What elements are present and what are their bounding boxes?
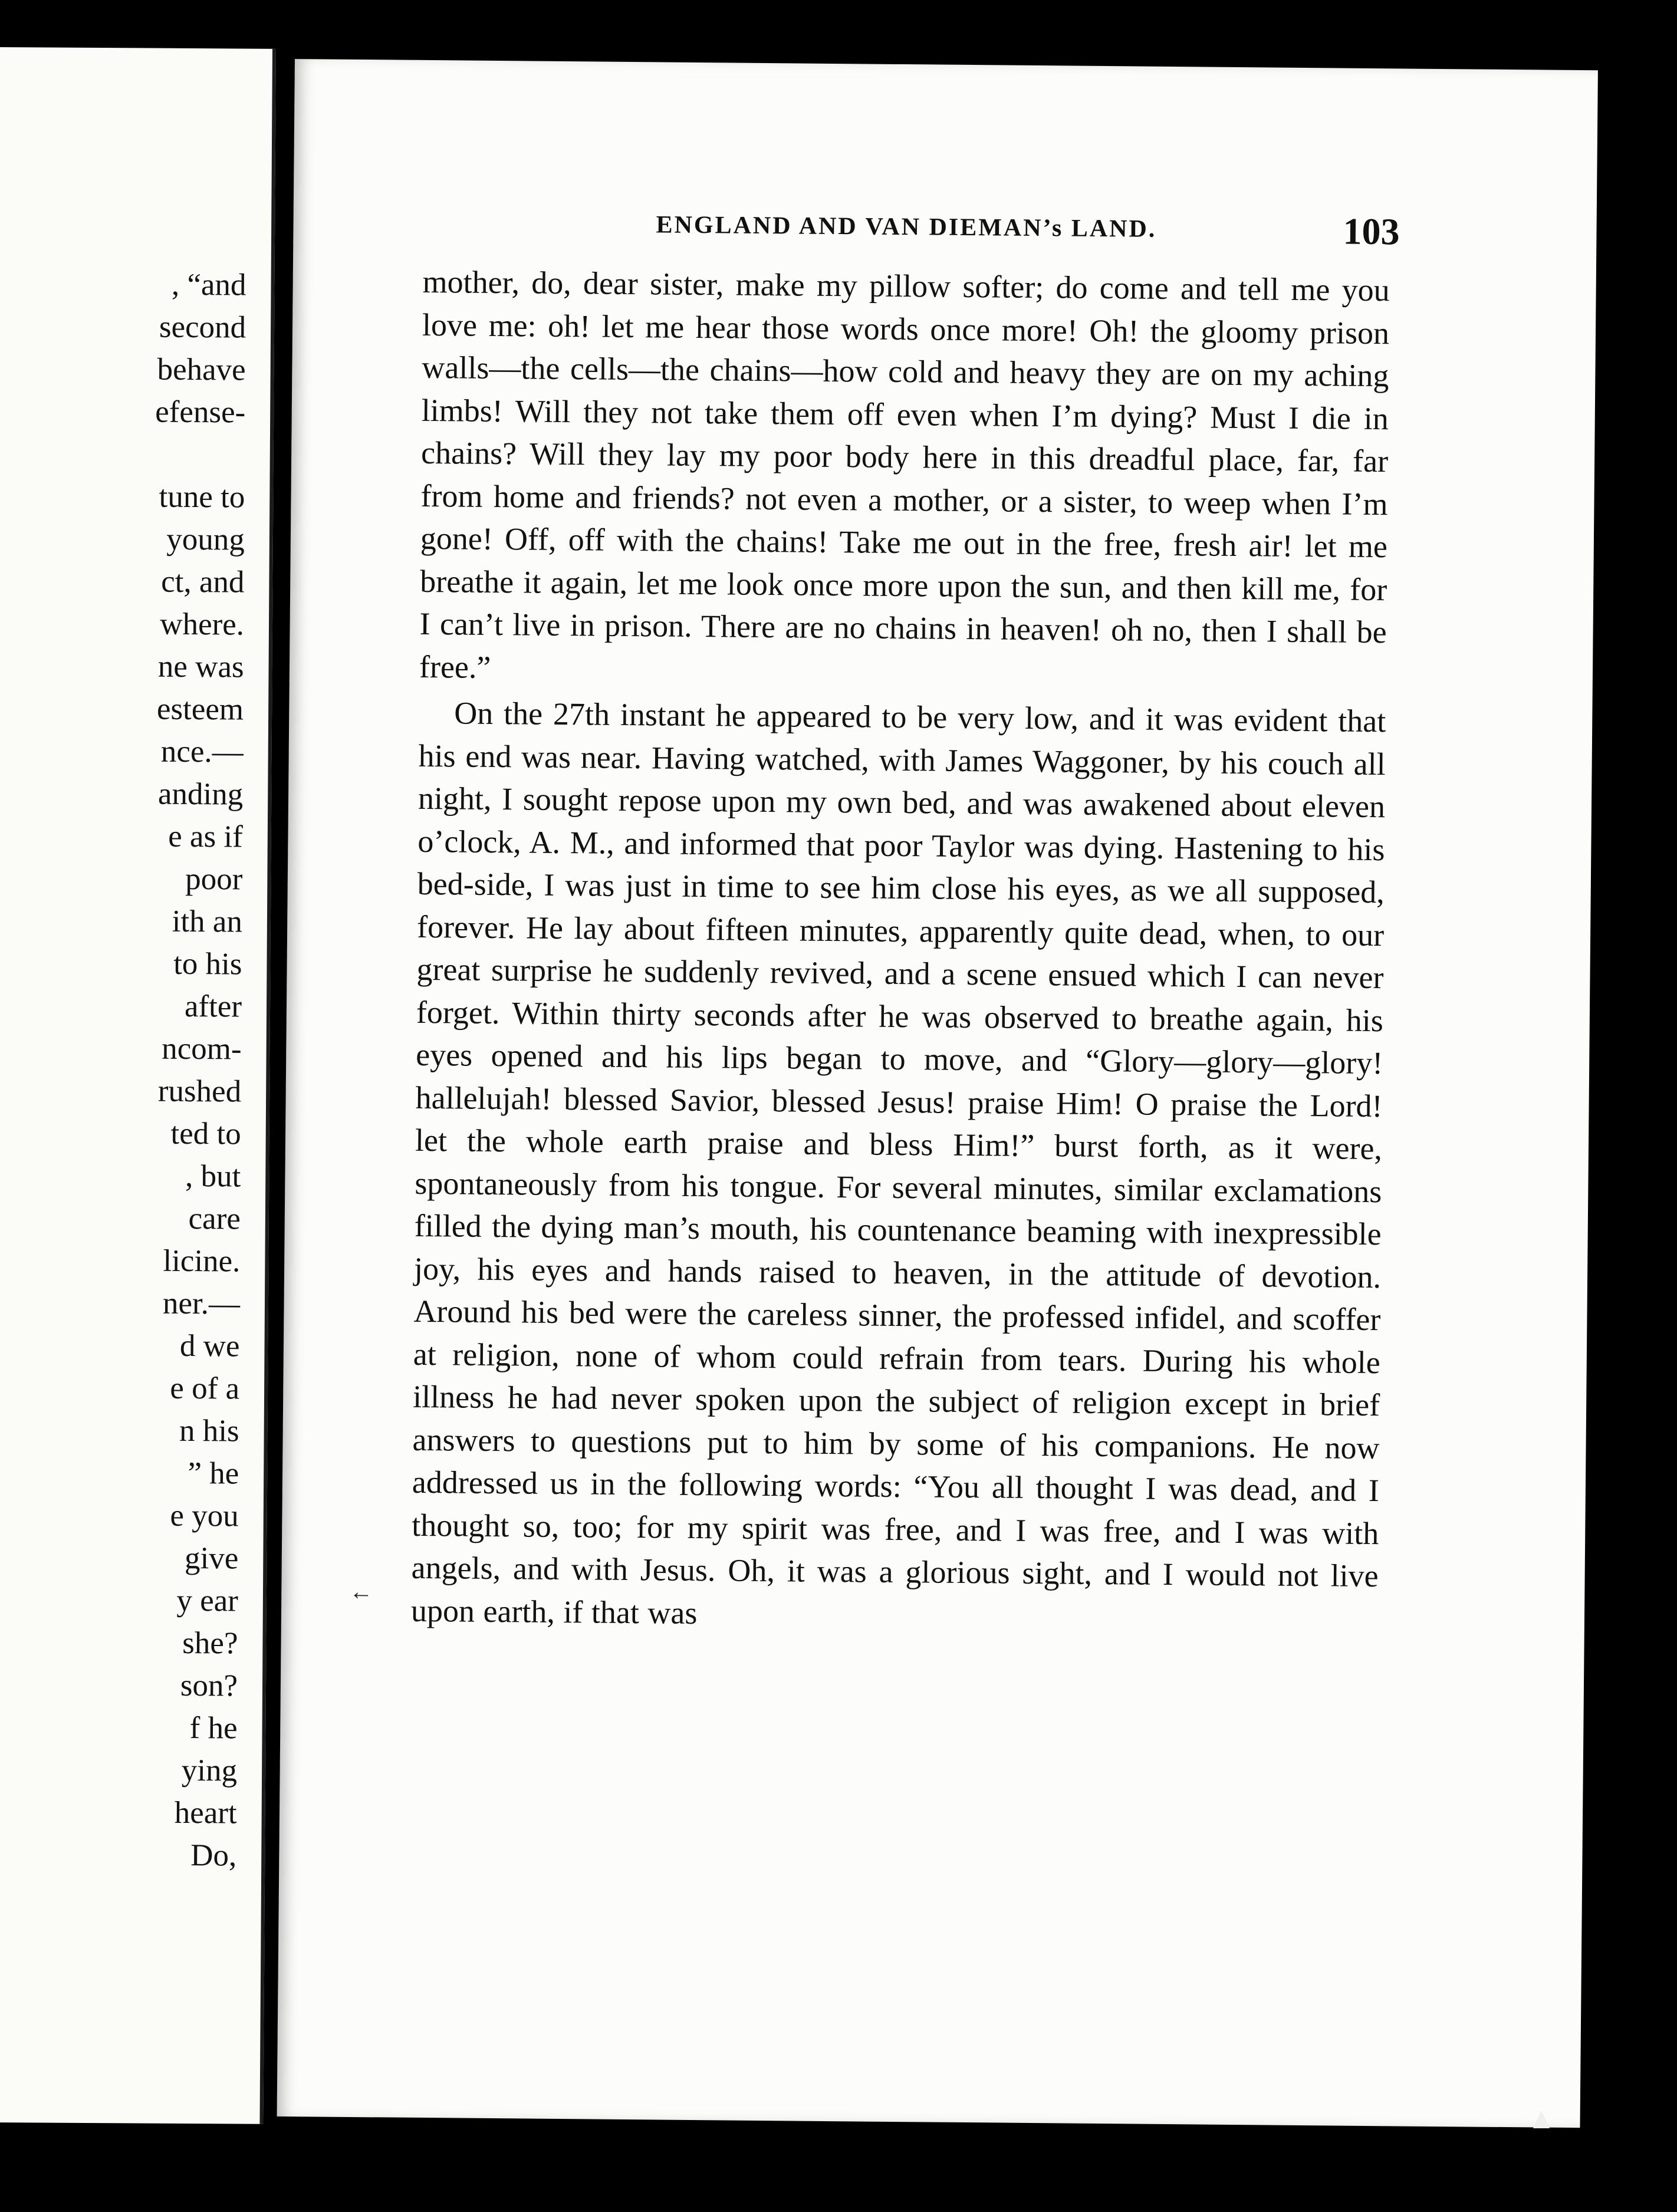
left-page bbox=[0, 47, 276, 2124]
paragraph-1: mother, do, dear sister, make my pillow softer; do come and tell me you love me: oh! let me hear those words once more! Oh! the gloomy prison walls—the cells—the chains—how cold and heavy they are on my aching limbs! Will they not take them off even when I’m dying? Must I die in chains? Will they lay my poor body here in this dreadful place, far, far from home and friends? not even a mother, or a sister, to weep when I’m gone! Off, off with the chains! Take me out in the free, fresh air! let me breathe it again, let me look once more upon the sun, and then kill me, for I can’t live in prison. There are no chains in heaven! oh no, then I shall be free.” bbox=[419, 264, 1390, 685]
left-page-line: ne was bbox=[157, 649, 244, 684]
left-page-line: behave bbox=[157, 352, 246, 387]
left-page-line: licine. bbox=[163, 1243, 241, 1279]
left-page-line: efense- bbox=[155, 394, 246, 430]
right-page bbox=[277, 59, 1598, 2128]
left-page-line: ted to bbox=[170, 1116, 241, 1151]
left-page-line: , “and bbox=[171, 267, 246, 302]
page-body bbox=[411, 261, 1390, 1640]
left-page-line: heart bbox=[174, 1795, 237, 1831]
left-page-line: give bbox=[184, 1540, 239, 1576]
left-page-text bbox=[0, 47, 272, 1873]
left-page-line: nce.— bbox=[160, 734, 244, 769]
left-page-line: ith an bbox=[172, 904, 243, 939]
left-page-line: e you bbox=[170, 1498, 239, 1533]
left-page-line: ncom- bbox=[162, 1031, 242, 1066]
left-page-line: Do, bbox=[190, 1838, 237, 1873]
corner-mark bbox=[1533, 2111, 1550, 2128]
left-page-line: where. bbox=[160, 607, 245, 642]
margin-mark: ← bbox=[349, 1578, 373, 1605]
left-page-line: e of a bbox=[170, 1371, 240, 1406]
running-head: ENGLAND AND VAN DIEMAN’s LAND. bbox=[656, 211, 1157, 243]
left-page-line: ct, and bbox=[161, 564, 245, 600]
left-page-line: ner.— bbox=[162, 1286, 241, 1321]
left-page-line: anding bbox=[157, 776, 244, 812]
left-page-line: d we bbox=[179, 1328, 240, 1364]
left-page-line: young bbox=[166, 522, 245, 557]
left-page-line: to his bbox=[173, 946, 242, 982]
paragraph-2: On the 27th instant he appeared to be very low, and it was evident that his end was near. Having watched, with James Waggoner, by his couch all night, I sought repose upon my own bed, and was awakened about eleven o’clock, A. M., and informed that poor Taylor was dying. Hastening to his bed-side, I was just in time to see him close his eyes, as we all supposed, forever. He lay about fifteen minutes, apparently quite dead, when, to our great surprise he suddenly revived, and a scene ensued which I can never forget. Within thirty seconds after he was observed to breathe again, his eyes opened and his lips began to move, and “Glory—glory—glory! hallelujah! blessed Savior, blessed Jesus! praise Him! O praise the Lord! let the whole earth praise and bless Him!” burst forth, as it were, spontaneously from his tongue. For several minutes, similar exclamations filled the dying man’s mouth, his countenance beaming with inexpressible joy, his eyes and hands raised to heaven, in the attitude of devotion. Around his bed were the careless sinner, the professed infidel, and scoffer at religion, none of whom could refrain from tears. During his whole illness he had never spoken upon the subject of religion except in brief answers to questions put to him by some of his companions. He now addressed us in the following words: “You all thought I was dead, and I thought so, too; for my spirit was free, and I was free, and I was with angels, and with Jesus. Oh, it was a glorious sight, and I would not live upon earth, if that was bbox=[410, 695, 1386, 1631]
page-number: 103 bbox=[1343, 210, 1400, 253]
left-page-line: second bbox=[159, 310, 246, 345]
left-page-line: f he bbox=[189, 1711, 238, 1746]
left-page-line: rushed bbox=[157, 1074, 242, 1109]
left-page-line: poor bbox=[185, 861, 243, 897]
left-page-line: ” he bbox=[188, 1456, 239, 1491]
left-page-line: esteem bbox=[156, 692, 244, 727]
left-page-line: tune to bbox=[159, 479, 245, 515]
left-page-line: n his bbox=[179, 1413, 239, 1449]
left-page-line: son? bbox=[180, 1668, 238, 1703]
left-page-line: after bbox=[184, 989, 242, 1024]
left-page-line: ying bbox=[181, 1753, 238, 1788]
left-page-line: she? bbox=[182, 1625, 238, 1661]
left-page-line: , but bbox=[185, 1158, 241, 1194]
left-page-line: e as if bbox=[168, 819, 244, 854]
left-page-line: y ear bbox=[176, 1583, 239, 1618]
left-page-line: care bbox=[188, 1201, 241, 1236]
